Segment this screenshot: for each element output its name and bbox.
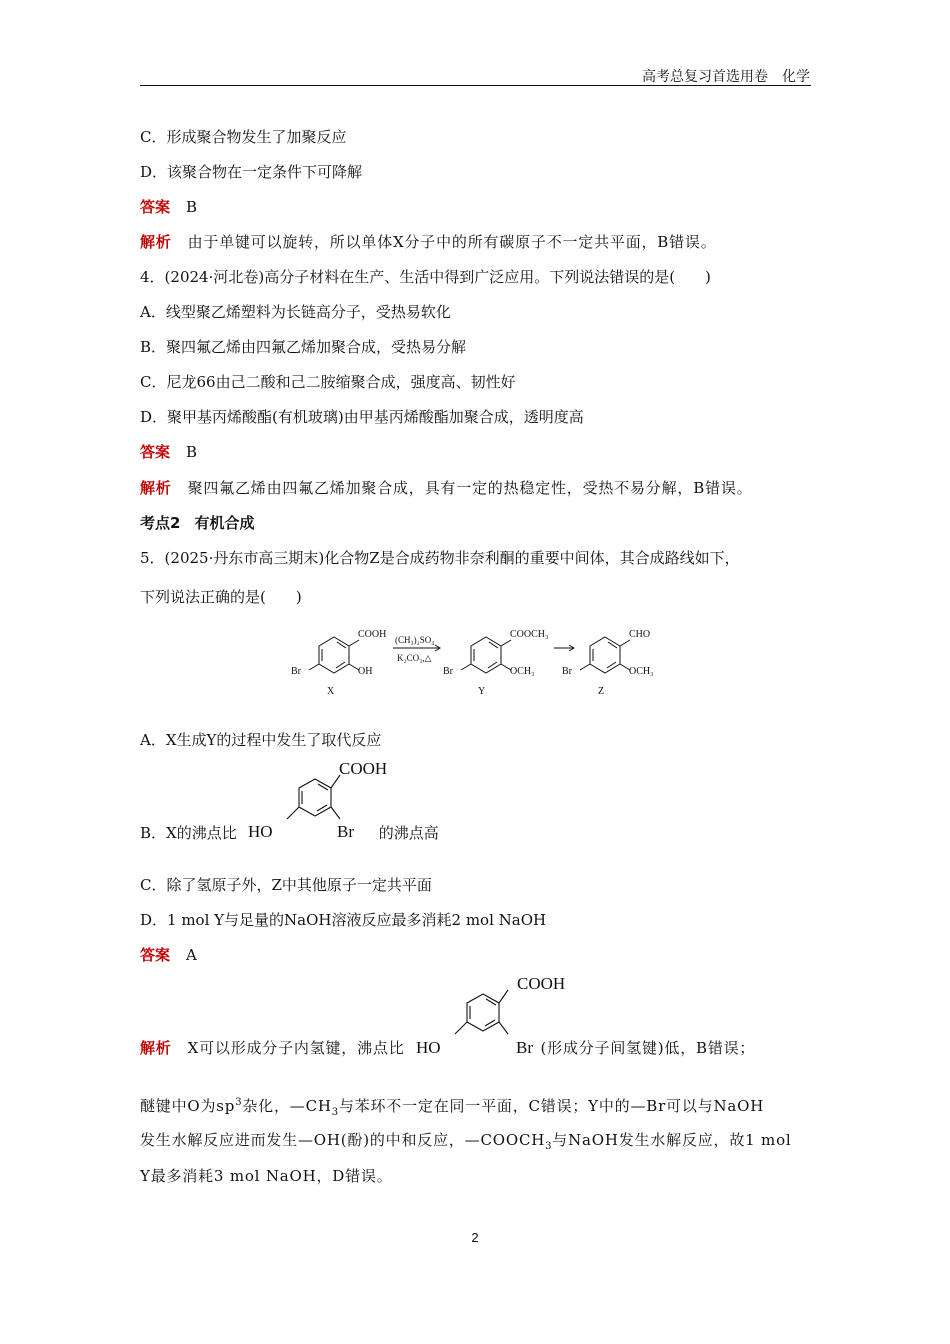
q4-stem-paren: ) bbox=[705, 268, 711, 286]
q5-option-d: D．1 mol Y与足量的NaOH溶液反应最多消耗2 mol NaOH bbox=[140, 911, 547, 929]
q3-option-d: D．该聚合物在一定条件下可降解 bbox=[140, 163, 363, 181]
reagent-top: (CH₃)₂SO₄ bbox=[395, 635, 435, 645]
analysis-text: 聚四氟乙烯由四氟乙烯加聚合成，具有一定的热稳定性，受热不易分解，B错误。 bbox=[187, 479, 753, 497]
b-ho-label: HO bbox=[248, 822, 273, 841]
section-number: 考点2 bbox=[140, 514, 181, 532]
b-br-label: Br bbox=[337, 822, 354, 841]
x-compound-label: X bbox=[327, 686, 335, 697]
analysis-label: 解析 bbox=[140, 233, 172, 251]
analysis-text-pre: X可以形成分子内氢键，沸点比 bbox=[187, 1039, 405, 1057]
q4-analysis bbox=[140, 478, 752, 498]
answer-label: 答案 bbox=[140, 198, 171, 216]
y-br-label: Br bbox=[443, 666, 453, 677]
answer-value: A bbox=[186, 946, 197, 964]
q4-answer bbox=[140, 442, 197, 462]
subscript: 3 bbox=[331, 1107, 339, 1118]
q5-stem-text: 下列说法正确的是( bbox=[140, 588, 266, 606]
y-cooch3-label: COOCH₃ bbox=[510, 629, 549, 640]
section-heading bbox=[140, 513, 268, 533]
page-number: 2 bbox=[471, 1230, 479, 1245]
text: 发生水解反应进而发生—OH(酚)的中和反应，—COOCH bbox=[140, 1131, 546, 1149]
text: 醚键中O为sp bbox=[140, 1097, 236, 1115]
q4-option-d: D．聚甲基丙烯酸酯(有机玻璃)由甲基丙烯酸酯加聚合成，透明度高 bbox=[140, 408, 584, 426]
q4-option-b: B．聚四氟乙烯由四氟乙烯加聚合成，受热易分解 bbox=[140, 338, 467, 356]
analysis-structure bbox=[413, 970, 573, 1060]
q3-answer bbox=[140, 197, 197, 217]
synthesis-scheme bbox=[280, 618, 680, 704]
q3-option-c: C．形成聚合物发生了加聚反应 bbox=[140, 128, 347, 146]
q3-analysis bbox=[140, 232, 717, 252]
q5-analysis-line2 bbox=[140, 1093, 764, 1123]
q5-option-a: A．X生成Y的过程中发生了取代反应 bbox=[140, 731, 382, 749]
z-och3-label: OCH₃ bbox=[629, 666, 654, 677]
b-cooh-label: COOH bbox=[339, 759, 388, 778]
q5-stem-paren: ) bbox=[295, 588, 302, 606]
analysis-text-post: (形成分子间氢键)低，B错误； bbox=[540, 1039, 756, 1057]
text: 与苯环不一定在同一平面，C错误；Y中的—Br可以与NaOH bbox=[338, 1097, 765, 1115]
answer-value: B bbox=[186, 443, 198, 461]
y-och3-label: OCH₃ bbox=[510, 666, 535, 677]
an-br-label: Br bbox=[516, 1038, 533, 1057]
q5b-text-pre: B．X的沸点比 bbox=[140, 824, 237, 842]
q5b-text-post: 的沸点高 bbox=[378, 824, 439, 842]
q5-analysis-line3 bbox=[140, 1130, 792, 1157]
x-cooh-label: COOH bbox=[358, 629, 387, 640]
y-compound-label: Y bbox=[478, 686, 486, 697]
header-title: 高考总复习首选用卷 化学 bbox=[642, 69, 810, 85]
q4-stem-text: 4．(2024·河北卷)高分子材料在生产、生活中得到广泛应用。下列说法错误的是( bbox=[140, 268, 676, 286]
q5-stem-line2 bbox=[140, 587, 302, 607]
reagent-bottom: K₂CO₃,△ bbox=[397, 653, 432, 663]
answer-label: 答案 bbox=[140, 946, 171, 964]
q5-answer bbox=[140, 945, 197, 965]
text: 与NaOH发生水解反应，故1 mol bbox=[552, 1131, 792, 1149]
superscript: 3 bbox=[235, 1097, 243, 1108]
subscript: 3 bbox=[545, 1141, 553, 1152]
x-br-label: Br bbox=[291, 666, 301, 677]
text: 杂化，—CH bbox=[242, 1097, 332, 1115]
answer-label: 答案 bbox=[140, 443, 171, 461]
x-oh-label: OH bbox=[358, 666, 373, 677]
header-rule bbox=[140, 85, 811, 86]
option-b-structure bbox=[245, 755, 405, 845]
an-cooh-label: COOH bbox=[517, 974, 566, 993]
analysis-label: 解析 bbox=[140, 479, 172, 497]
analysis-label: 解析 bbox=[140, 1039, 172, 1057]
q4-option-c: C．尼龙66由己二酸和己二胺缩聚合成，强度高、韧性好 bbox=[140, 373, 516, 391]
section-title: 有机合成 bbox=[194, 514, 255, 532]
z-compound-label: Z bbox=[598, 686, 605, 697]
z-br-label: Br bbox=[562, 666, 572, 677]
an-ho-label: HO bbox=[416, 1038, 441, 1057]
answer-value: B bbox=[186, 198, 198, 216]
q5-stem-line1: 5．(2025·丹东市高三期末)化合物Z是合成药物非奈利酮的重要中间体，其合成路线如下， bbox=[140, 549, 740, 567]
q5-analysis-line4: Y最多消耗3 mol NaOH，D错误。 bbox=[140, 1167, 393, 1185]
q5-option-c: C．除了氢原子外，Z中其他原子一定共平面 bbox=[140, 876, 432, 894]
z-cho-label: CHO bbox=[629, 629, 651, 640]
q4-option-a: A．线型聚乙烯塑料为长链高分子，受热易软化 bbox=[140, 303, 451, 321]
q4-stem bbox=[140, 267, 711, 287]
analysis-text: 由于单键可以旋转，所以单体X分子中的所有碳原子不一定共平面，B错误。 bbox=[187, 233, 717, 251]
